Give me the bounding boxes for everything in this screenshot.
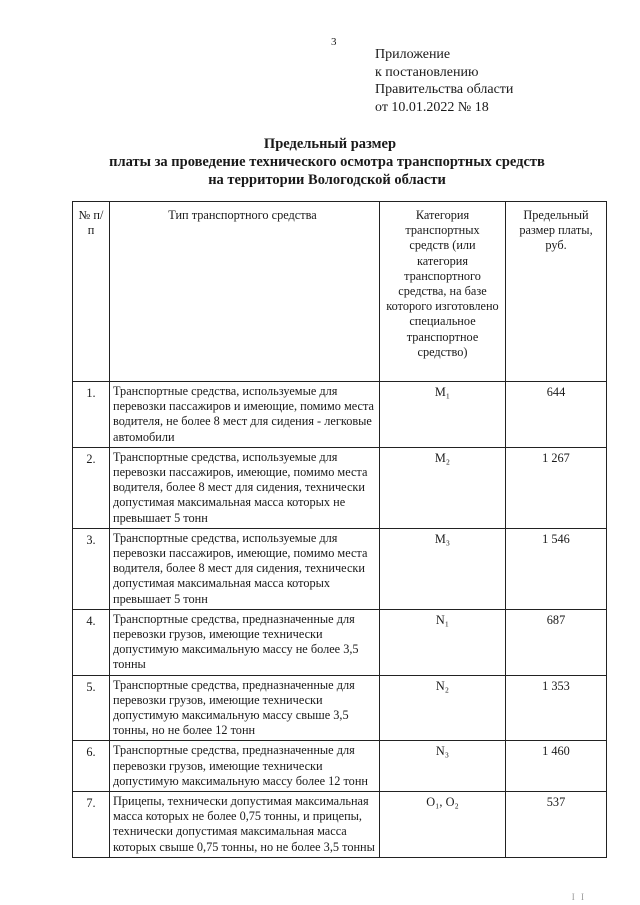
row-category: M₂ <box>380 447 506 528</box>
scan-mark: I I <box>571 892 586 902</box>
row-category: M₁ <box>380 382 506 448</box>
row-category: M₃ <box>380 528 506 609</box>
table-row <box>73 792 607 858</box>
annex-line-4: от 10.01.2022 № 18 <box>375 99 489 115</box>
row-price: 687 <box>506 609 607 675</box>
header-num: № п/п <box>73 202 110 382</box>
header-type: Тип транспортного средства <box>110 202 380 382</box>
row-num: 4. <box>73 609 110 675</box>
table-row <box>73 447 607 528</box>
table-row <box>73 609 607 675</box>
row-num: 3. <box>73 528 110 609</box>
title-line-3: на территории Вологодской области <box>208 172 446 188</box>
row-description: Прицепы, технически допустимая максимальная масса которых не более 0,75 тонны, и прицепы, технически допустимая максимальная масса которых свыше 0,75 тонны, но не более 3,5 тонны <box>110 792 380 858</box>
row-num: 1. <box>73 382 110 448</box>
row-description: Транспортные средства, используемые для перевозки пассажиров и имеющие, помимо места водителя, не более 8 мест для сидения - легковые автомобили <box>110 382 380 448</box>
annex-line-2: к постановлению <box>375 64 479 80</box>
table-row <box>73 528 607 609</box>
fees-table <box>72 201 607 858</box>
table-row <box>73 675 607 741</box>
row-category: N₁ <box>380 609 506 675</box>
row-num: 2. <box>73 447 110 528</box>
row-description: Транспортные средства, предназначенные для перевозки грузов, имеющие технически допустимую максимальную массу свыше 3,5 тонны, но не более 12 тонн <box>110 675 380 741</box>
page-number: 3 <box>331 36 337 48</box>
row-num: 6. <box>73 741 110 792</box>
row-category: O₁, O₂ <box>380 792 506 858</box>
row-description: Транспортные средства, предназначенные для перевозки грузов, имеющие технически допустимую максимальную массу более 12 тонн <box>110 741 380 792</box>
table-row <box>73 382 607 448</box>
row-description: Транспортные средства, используемые для перевозки пассажиров, имеющие, помимо места водителя, более 8 мест для сидения, технически допустимая максимальная масса которых превышает 5 тонн <box>110 528 380 609</box>
annex-line-1: Приложение <box>375 47 451 62</box>
row-price: 1 267 <box>506 447 607 528</box>
row-category: N₂ <box>380 675 506 741</box>
row-price: 1 353 <box>506 675 607 741</box>
header-price: Предельный размер платы, руб. <box>506 202 607 382</box>
row-description: Транспортные средства, предназначенные для перевозки грузов, имеющие технически допустимую максимальную массу не более 3,5 тонны <box>110 609 380 675</box>
title-line-2: платы за проведение технического осмотра транспортных средств <box>109 154 545 170</box>
title-line-1: Предельный размер <box>263 136 397 152</box>
document-title <box>0 135 640 189</box>
table-row <box>73 741 607 792</box>
annex-block <box>375 46 513 116</box>
row-price: 1 546 <box>506 528 607 609</box>
annex-line-3: Правительства области <box>375 82 514 97</box>
row-price: 1 460 <box>506 741 607 792</box>
row-price: 537 <box>506 792 607 858</box>
table-header-row <box>73 202 607 382</box>
row-price: 644 <box>506 382 607 448</box>
row-category: N₃ <box>380 741 506 792</box>
header-category: Категория транспортных средств (или категория транспортного средства, на базе которого изготовлено специальное транспортное средство) <box>380 202 506 382</box>
row-description: Транспортные средства, используемые для перевозки пассажиров, имеющие, помимо места водителя, более 8 мест для сидения, технически допустимая максимальная масса которых не превышает 5 тонн <box>110 447 380 528</box>
row-num: 7. <box>73 792 110 858</box>
row-num: 5. <box>73 675 110 741</box>
